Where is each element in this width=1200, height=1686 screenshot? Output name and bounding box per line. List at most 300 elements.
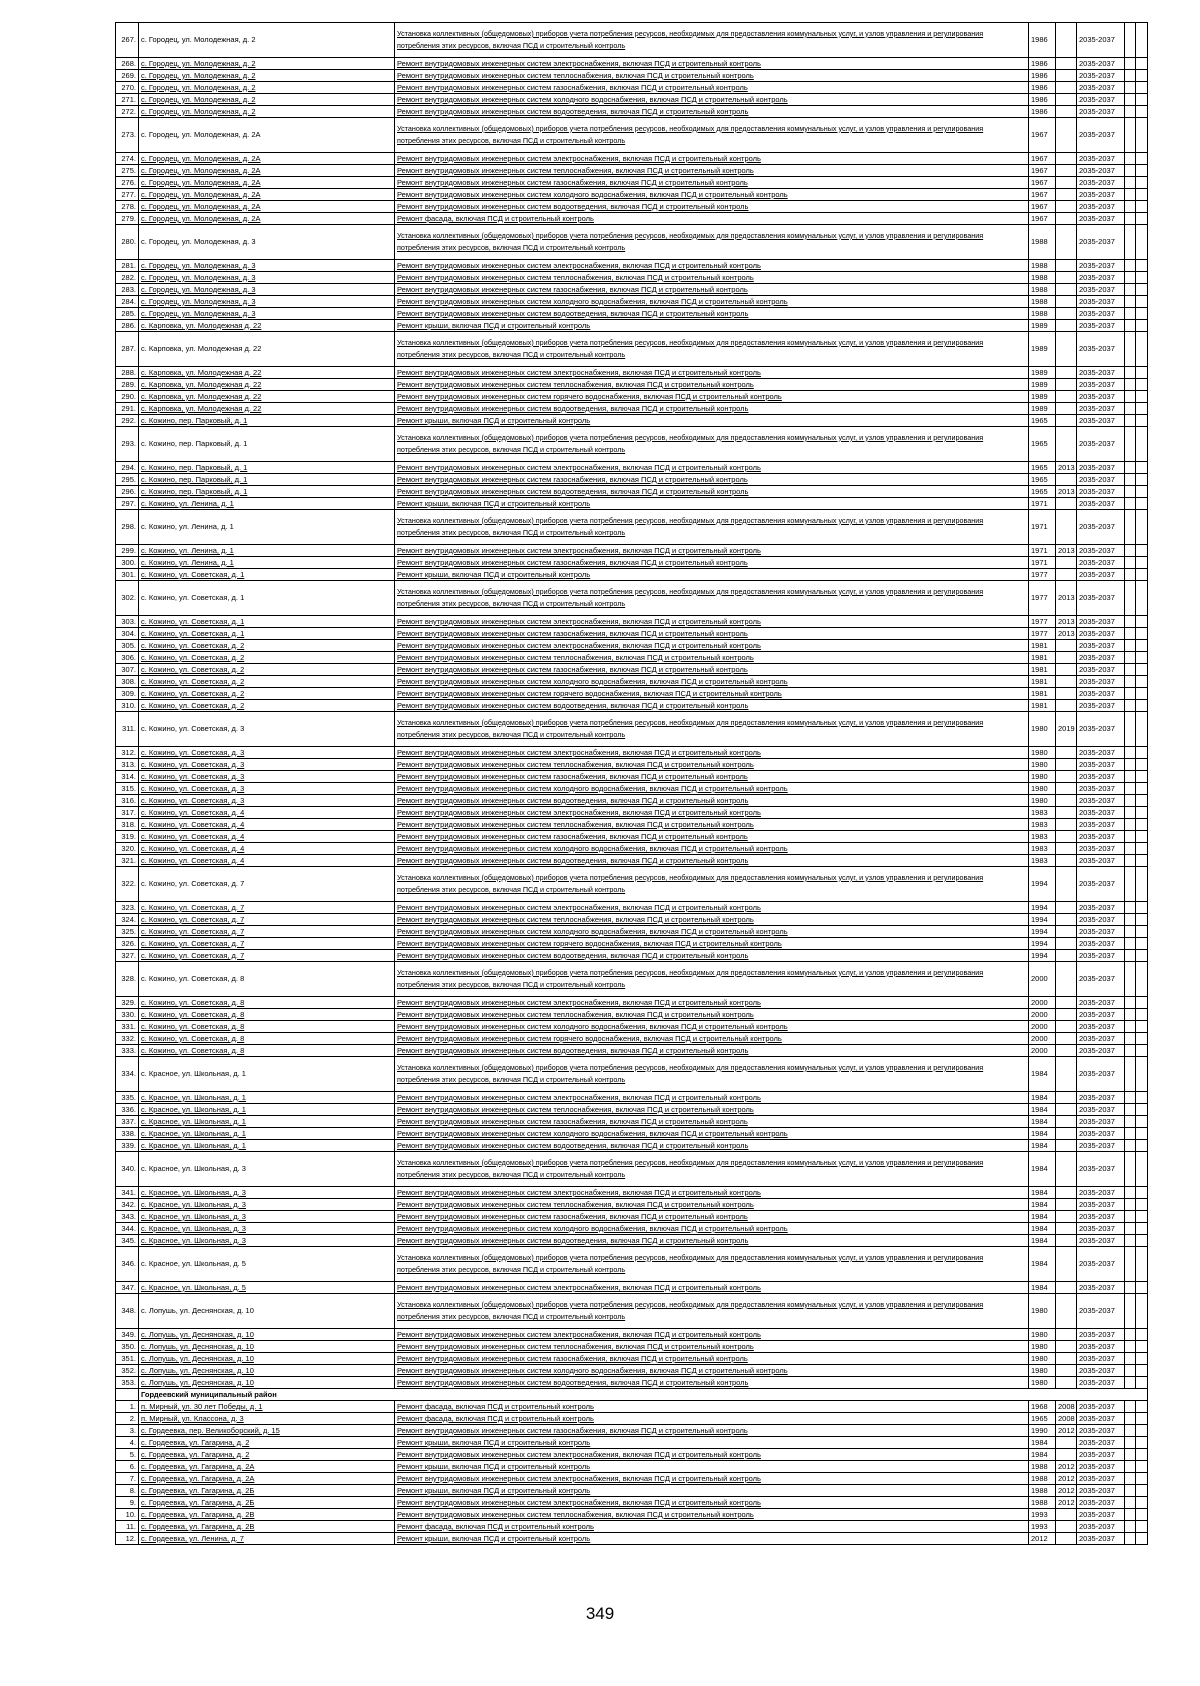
capital-repair-schedule-table — [115, 22, 1148, 1545]
extra-cell-2 — [1136, 153, 1148, 165]
extra-cell-1 — [1125, 1437, 1136, 1449]
work-type-cell: Ремонт внутридомовых инженерных систем водоотведения, включая ПСД и строительный контроль — [395, 1377, 1029, 1389]
work-type-cell: Ремонт внутридомовых инженерных систем холодного водоснабжения, включая ПСД и строительный контроль — [395, 676, 1029, 688]
planned-period-cell: 2035-2037 — [1077, 94, 1125, 106]
work-type-cell: Ремонт внутридомовых инженерных систем теплоснабжения, включая ПСД и строительный контроль — [395, 1009, 1029, 1021]
extra-cell-1 — [1125, 1128, 1136, 1140]
extra-cell-1 — [1125, 1092, 1136, 1104]
address-cell: с. Красное, ул. Школьная, д. 3 — [139, 1187, 395, 1199]
extra-cell-2 — [1136, 1437, 1148, 1449]
build-year-cell: 1980 — [1029, 759, 1056, 771]
extra-cell-2 — [1136, 783, 1148, 795]
extra-cell-1 — [1125, 807, 1136, 819]
row-number: 315. — [116, 783, 139, 795]
table-row — [116, 486, 1148, 498]
extra-cell-2 — [1136, 1509, 1148, 1521]
extra-cell-1 — [1125, 1247, 1136, 1282]
work-type-cell: Установка коллективных (общедомовых) приборов учета потребления ресурсов, необходимых для предоставления коммунальных услуг, и узлов управления и регулирования потребления этих ресурсов, включая ПСД и строительный контроль — [395, 712, 1029, 747]
table-row — [116, 23, 1148, 58]
extra-cell-1 — [1125, 962, 1136, 997]
extra-cell-2 — [1136, 403, 1148, 415]
row-number: 283. — [116, 284, 139, 296]
build-year-cell: 1965 — [1029, 1413, 1056, 1425]
build-year-cell: 1994 — [1029, 914, 1056, 926]
last-repair-year-cell — [1056, 1187, 1077, 1199]
row-number: 274. — [116, 153, 139, 165]
address-cell: с. Кожино, пер. Парковый, д. 1 — [139, 474, 395, 486]
extra-cell-1 — [1125, 118, 1136, 153]
extra-cell-1 — [1125, 640, 1136, 652]
row-number: 318. — [116, 819, 139, 831]
last-repair-year-cell — [1056, 1211, 1077, 1223]
extra-cell-1 — [1125, 1365, 1136, 1377]
row-number: 268. — [116, 58, 139, 70]
table-row — [116, 367, 1148, 379]
build-year-cell: 1984 — [1029, 1104, 1056, 1116]
build-year-cell: 1967 — [1029, 201, 1056, 213]
address-cell: с. Красное, ул. Школьная, д. 5 — [139, 1247, 395, 1282]
address-cell: с. Кожино, ул. Советская, д. 7 — [139, 926, 395, 938]
last-repair-year-cell — [1056, 795, 1077, 807]
work-type-cell: Установка коллективных (общедомовых) приборов учета потребления ресурсов, необходимых для предоставления коммунальных услуг, и узлов управления и регулирования потребления этих ресурсов, включая ПСД и строительный контроль — [395, 581, 1029, 616]
table-row — [116, 664, 1148, 676]
row-number: 328. — [116, 962, 139, 997]
planned-period-cell: 2035-2037 — [1077, 855, 1125, 867]
table-row — [116, 807, 1148, 819]
work-type-cell: Ремонт внутридомовых инженерных систем водоотведения, включая ПСД и строительный контроль — [395, 403, 1029, 415]
row-number: 299. — [116, 545, 139, 557]
extra-cell-1 — [1125, 914, 1136, 926]
table-row — [116, 545, 1148, 557]
address-cell: с. Кожино, ул. Ленина, д. 1 — [139, 498, 395, 510]
last-repair-year-cell — [1056, 950, 1077, 962]
table-row — [116, 189, 1148, 201]
planned-period-cell: 2035-2037 — [1077, 498, 1125, 510]
work-type-cell: Ремонт внутридомовых инженерных систем горячего водоснабжения, включая ПСД и строительный контроль — [395, 391, 1029, 403]
last-repair-year-cell — [1056, 867, 1077, 902]
table-row — [116, 1045, 1148, 1057]
extra-cell-2 — [1136, 106, 1148, 118]
extra-cell-1 — [1125, 712, 1136, 747]
row-number: 332. — [116, 1033, 139, 1045]
build-year-cell: 1971 — [1029, 545, 1056, 557]
last-repair-year-cell — [1056, 1104, 1077, 1116]
planned-period-cell: 2035-2037 — [1077, 1329, 1125, 1341]
row-number: 324. — [116, 914, 139, 926]
build-year-cell: 2000 — [1029, 1033, 1056, 1045]
table-row — [116, 1449, 1148, 1461]
table-row — [116, 82, 1148, 94]
extra-cell-2 — [1136, 165, 1148, 177]
address-cell: с. Городец, ул. Молодежная, д. 2А — [139, 201, 395, 213]
table-row — [116, 1128, 1148, 1140]
page-number: 349 — [585, 1604, 615, 1623]
last-repair-year-cell: 2013 — [1056, 545, 1077, 557]
work-type-cell: Ремонт крыши, включая ПСД и строительный контроль — [395, 1461, 1029, 1473]
work-type-cell: Ремонт крыши, включая ПСД и строительный контроль — [395, 1533, 1029, 1545]
work-type-cell: Ремонт крыши, включая ПСД и строительный контроль — [395, 415, 1029, 427]
address-cell: с. Лопушь, ул. Деснянская, д. 10 — [139, 1329, 395, 1341]
last-repair-year-cell — [1056, 70, 1077, 82]
extra-cell-2 — [1136, 676, 1148, 688]
build-year-cell: 1971 — [1029, 557, 1056, 569]
build-year-cell: 1983 — [1029, 843, 1056, 855]
table-row — [116, 1413, 1148, 1425]
planned-period-cell: 2035-2037 — [1077, 415, 1125, 427]
build-year-cell: 1980 — [1029, 712, 1056, 747]
work-type-cell: Установка коллективных (общедомовых) приборов учета потребления ресурсов, необходимых для предоставления коммунальных услуг, и узлов управления и регулирования потребления этих ресурсов, включая ПСД и строительный контроль — [395, 225, 1029, 260]
extra-cell-1 — [1125, 1282, 1136, 1294]
row-number: 282. — [116, 272, 139, 284]
work-type-cell: Ремонт внутридомовых инженерных систем электроснабжения, включая ПСД и строительный контроль — [395, 1092, 1029, 1104]
last-repair-year-cell — [1056, 1045, 1077, 1057]
extra-cell-1 — [1125, 795, 1136, 807]
build-year-cell: 1980 — [1029, 783, 1056, 795]
table-row — [116, 747, 1148, 759]
last-repair-year-cell — [1056, 308, 1077, 320]
address-cell: с. Кожино, ул. Советская, д. 3 — [139, 795, 395, 807]
planned-period-cell: 2035-2037 — [1077, 1009, 1125, 1021]
build-year-cell: 1965 — [1029, 415, 1056, 427]
extra-cell-2 — [1136, 1187, 1148, 1199]
build-year-cell: 1984 — [1029, 1211, 1056, 1223]
table-row — [116, 581, 1148, 616]
last-repair-year-cell — [1056, 1128, 1077, 1140]
last-repair-year-cell — [1056, 284, 1077, 296]
planned-period-cell: 2035-2037 — [1077, 118, 1125, 153]
row-number: 9. — [116, 1497, 139, 1509]
address-cell: с. Лопушь, ул. Деснянская, д. 10 — [139, 1365, 395, 1377]
table-row — [116, 1021, 1148, 1033]
table-row — [116, 260, 1148, 272]
planned-period-cell: 2035-2037 — [1077, 1425, 1125, 1437]
extra-cell-1 — [1125, 1485, 1136, 1497]
work-type-cell: Ремонт внутридомовых инженерных систем газоснабжения, включая ПСД и строительный контроль — [395, 1353, 1029, 1365]
work-type-cell: Ремонт внутридомовых инженерных систем газоснабжения, включая ПСД и строительный контроль — [395, 628, 1029, 640]
planned-period-cell: 2035-2037 — [1077, 867, 1125, 902]
row-number: 322. — [116, 867, 139, 902]
planned-period-cell: 2035-2037 — [1077, 165, 1125, 177]
extra-cell-2 — [1136, 415, 1148, 427]
table-row — [116, 177, 1148, 189]
extra-cell-2 — [1136, 1223, 1148, 1235]
row-number: 340. — [116, 1152, 139, 1187]
extra-cell-2 — [1136, 628, 1148, 640]
extra-cell-2 — [1136, 855, 1148, 867]
build-year-cell: 1977 — [1029, 616, 1056, 628]
extra-cell-1 — [1125, 1473, 1136, 1485]
extra-cell-2 — [1136, 177, 1148, 189]
work-type-cell: Ремонт внутридомовых инженерных систем электроснабжения, включая ПСД и строительный контроль — [395, 902, 1029, 914]
last-repair-year-cell — [1056, 1365, 1077, 1377]
row-number: 2. — [116, 1413, 139, 1425]
last-repair-year-cell — [1056, 1329, 1077, 1341]
last-repair-year-cell — [1056, 379, 1077, 391]
planned-period-cell: 2035-2037 — [1077, 700, 1125, 712]
work-type-cell: Ремонт внутридомовых инженерных систем электроснабжения, включая ПСД и строительный контроль — [395, 997, 1029, 1009]
planned-period-cell: 2035-2037 — [1077, 201, 1125, 213]
build-year-cell: 1981 — [1029, 664, 1056, 676]
table-row — [116, 427, 1148, 462]
table-row — [116, 332, 1148, 367]
extra-cell-2 — [1136, 581, 1148, 616]
work-type-cell: Ремонт внутридомовых инженерных систем газоснабжения, включая ПСД и строительный контроль — [395, 474, 1029, 486]
row-number: 307. — [116, 664, 139, 676]
build-year-cell: 1989 — [1029, 379, 1056, 391]
extra-cell-2 — [1136, 118, 1148, 153]
planned-period-cell: 2035-2037 — [1077, 819, 1125, 831]
extra-cell-1 — [1125, 831, 1136, 843]
last-repair-year-cell — [1056, 94, 1077, 106]
extra-cell-2 — [1136, 1365, 1148, 1377]
row-number: 297. — [116, 498, 139, 510]
work-type-cell: Ремонт внутридомовых инженерных систем газоснабжения, включая ПСД и строительный контроль — [395, 771, 1029, 783]
build-year-cell: 1988 — [1029, 296, 1056, 308]
work-type-cell: Ремонт внутридомовых инженерных систем холодного водоснабжения, включая ПСД и строительный контроль — [395, 1365, 1029, 1377]
row-number: 275. — [116, 165, 139, 177]
address-cell: с. Кожино, ул. Советская, д. 1 — [139, 616, 395, 628]
row-number: 308. — [116, 676, 139, 688]
table-row — [116, 272, 1148, 284]
row-number: 346. — [116, 1247, 139, 1282]
extra-cell-1 — [1125, 1187, 1136, 1199]
build-year-cell: 1988 — [1029, 272, 1056, 284]
table-row — [116, 1009, 1148, 1021]
extra-cell-2 — [1136, 1033, 1148, 1045]
extra-cell-2 — [1136, 1104, 1148, 1116]
last-repair-year-cell — [1056, 938, 1077, 950]
row-number: 331. — [116, 1021, 139, 1033]
address-cell: с. Кожино, ул. Советская, д. 8 — [139, 1021, 395, 1033]
planned-period-cell: 2035-2037 — [1077, 82, 1125, 94]
row-number: 327. — [116, 950, 139, 962]
extra-cell-2 — [1136, 1425, 1148, 1437]
table-row — [116, 759, 1148, 771]
planned-period-cell: 2035-2037 — [1077, 616, 1125, 628]
extra-cell-2 — [1136, 569, 1148, 581]
row-number: 1. — [116, 1401, 139, 1413]
planned-period-cell: 2035-2037 — [1077, 1152, 1125, 1187]
last-repair-year-cell — [1056, 118, 1077, 153]
address-cell: с. Кожино, ул. Советская, д. 1 — [139, 628, 395, 640]
extra-cell-2 — [1136, 1021, 1148, 1033]
work-type-cell: Ремонт внутридомовых инженерных систем электроснабжения, включая ПСД и строительный контроль — [395, 1497, 1029, 1509]
district-section — [116, 1389, 1148, 1401]
table-row — [116, 557, 1148, 569]
table-row — [116, 106, 1148, 118]
extra-cell-1 — [1125, 1425, 1136, 1437]
address-cell: с. Городец, ул. Молодежная, д. 2А — [139, 177, 395, 189]
planned-period-cell: 2035-2037 — [1077, 379, 1125, 391]
address-cell: с. Кожино, пер. Парковый, д. 1 — [139, 462, 395, 474]
work-type-cell: Ремонт внутридомовых инженерных систем теплоснабжения, включая ПСД и строительный контроль — [395, 165, 1029, 177]
extra-cell-1 — [1125, 688, 1136, 700]
extra-cell-1 — [1125, 1353, 1136, 1365]
last-repair-year-cell: 2012 — [1056, 1485, 1077, 1497]
last-repair-year-cell: 2012 — [1056, 1497, 1077, 1509]
planned-period-cell: 2035-2037 — [1077, 831, 1125, 843]
extra-cell-1 — [1125, 213, 1136, 225]
extra-cell-2 — [1136, 1092, 1148, 1104]
work-type-cell: Ремонт внутридомовых инженерных систем теплоснабжения, включая ПСД и строительный контроль — [395, 1341, 1029, 1353]
row-number: 353. — [116, 1377, 139, 1389]
planned-period-cell: 2035-2037 — [1077, 1045, 1125, 1057]
work-type-cell: Ремонт внутридомовых инженерных систем теплоснабжения, включая ПСД и строительный контроль — [395, 70, 1029, 82]
build-year-cell: 1986 — [1029, 58, 1056, 70]
extra-cell-1 — [1125, 759, 1136, 771]
extra-cell-1 — [1125, 1021, 1136, 1033]
extra-cell-2 — [1136, 831, 1148, 843]
last-repair-year-cell — [1056, 1235, 1077, 1247]
planned-period-cell: 2035-2037 — [1077, 1104, 1125, 1116]
build-year-cell: 1994 — [1029, 926, 1056, 938]
work-type-cell: Установка коллективных (общедомовых) приборов учета потребления ресурсов, необходимых для предоставления коммунальных услуг, и узлов управления и регулирования потребления этих ресурсов, включая ПСД и строительный контроль — [395, 23, 1029, 58]
last-repair-year-cell — [1056, 296, 1077, 308]
build-year-cell: 1984 — [1029, 1187, 1056, 1199]
extra-cell-2 — [1136, 474, 1148, 486]
address-cell: с. Городец, ул. Молодежная, д. 2 — [139, 106, 395, 118]
build-year-cell: 1984 — [1029, 1152, 1056, 1187]
extra-cell-2 — [1136, 867, 1148, 902]
extra-cell-1 — [1125, 332, 1136, 367]
work-type-cell: Ремонт внутридомовых инженерных систем электроснабжения, включая ПСД и строительный контроль — [395, 260, 1029, 272]
build-year-cell: 1989 — [1029, 391, 1056, 403]
planned-period-cell: 2035-2037 — [1077, 640, 1125, 652]
table-row — [116, 1152, 1148, 1187]
address-cell: с. Городец, ул. Молодежная, д. 3 — [139, 308, 395, 320]
address-cell: с. Лопушь, ул. Деснянская, д. 10 — [139, 1294, 395, 1329]
extra-cell-2 — [1136, 807, 1148, 819]
build-year-cell: 1993 — [1029, 1521, 1056, 1533]
table-row — [116, 616, 1148, 628]
planned-period-cell: 2035-2037 — [1077, 332, 1125, 367]
work-type-cell: Ремонт внутридомовых инженерных систем холодного водоснабжения, включая ПСД и строительный контроль — [395, 296, 1029, 308]
work-type-cell: Ремонт внутридомовых инженерных систем газоснабжения, включая ПСД и строительный контроль — [395, 1425, 1029, 1437]
address-cell: с. Карповка, ул. Молодежная д. 22 — [139, 320, 395, 332]
extra-cell-2 — [1136, 545, 1148, 557]
address-cell: с. Кожино, ул. Ленина, д. 1 — [139, 510, 395, 545]
table-row — [116, 938, 1148, 950]
row-number: 285. — [116, 308, 139, 320]
last-repair-year-cell: 2008 — [1056, 1413, 1077, 1425]
address-cell: с. Кожино, ул. Советская, д. 4 — [139, 855, 395, 867]
address-cell: с. Красное, ул. Школьная, д. 1 — [139, 1057, 395, 1092]
build-year-cell: 1989 — [1029, 367, 1056, 379]
work-type-cell: Ремонт внутридомовых инженерных систем газоснабжения, включая ПСД и строительный контроль — [395, 1211, 1029, 1223]
planned-period-cell: 2035-2037 — [1077, 225, 1125, 260]
work-type-cell: Ремонт внутридомовых инженерных систем водоотведения, включая ПСД и строительный контроль — [395, 700, 1029, 712]
address-cell: с. Карповка, ул. Молодежная д. 22 — [139, 367, 395, 379]
address-cell: п. Мирный, ул. 30 лет Победы, д. 1 — [139, 1401, 395, 1413]
extra-cell-2 — [1136, 1152, 1148, 1187]
extra-cell-1 — [1125, 926, 1136, 938]
work-type-cell: Ремонт внутридомовых инженерных систем холодного водоснабжения, включая ПСД и строительный контроль — [395, 1021, 1029, 1033]
extra-cell-1 — [1125, 783, 1136, 795]
extra-cell-2 — [1136, 759, 1148, 771]
address-cell: с. Гордеевка, ул. Гагарина, д. 2А — [139, 1461, 395, 1473]
address-cell: с. Кожино, ул. Советская, д. 3 — [139, 747, 395, 759]
table-row — [116, 867, 1148, 902]
row-number: 323. — [116, 902, 139, 914]
build-year-cell: 1980 — [1029, 1365, 1056, 1377]
row-number: 301. — [116, 569, 139, 581]
work-type-cell: Ремонт внутридомовых инженерных систем электроснабжения, включая ПСД и строительный контроль — [395, 747, 1029, 759]
planned-period-cell: 2035-2037 — [1077, 462, 1125, 474]
table-row — [116, 855, 1148, 867]
build-year-cell: 1980 — [1029, 1329, 1056, 1341]
work-type-cell: Ремонт крыши, включая ПСД и строительный контроль — [395, 1485, 1029, 1497]
table-body-part-1 — [116, 23, 1148, 712]
build-year-cell: 1986 — [1029, 70, 1056, 82]
planned-period-cell: 2035-2037 — [1077, 1533, 1125, 1545]
table-row — [116, 1294, 1148, 1329]
planned-period-cell: 2035-2037 — [1077, 403, 1125, 415]
planned-period-cell: 2035-2037 — [1077, 902, 1125, 914]
last-repair-year-cell: 2019 — [1056, 712, 1077, 747]
last-repair-year-cell — [1056, 225, 1077, 260]
row-number: 11. — [116, 1521, 139, 1533]
extra-cell-1 — [1125, 867, 1136, 902]
build-year-cell: 1988 — [1029, 225, 1056, 260]
build-year-cell: 1965 — [1029, 427, 1056, 462]
address-cell: с. Городец, ул. Молодежная, д. 3 — [139, 260, 395, 272]
extra-cell-2 — [1136, 1116, 1148, 1128]
work-type-cell: Ремонт внутридомовых инженерных систем водоотведения, включая ПСД и строительный контроль — [395, 855, 1029, 867]
address-cell: с. Кожино, ул. Советская, д. 7 — [139, 902, 395, 914]
extra-cell-1 — [1125, 201, 1136, 213]
row-number: 300. — [116, 557, 139, 569]
extra-cell-2 — [1136, 902, 1148, 914]
table-row — [116, 1223, 1148, 1235]
extra-cell-1 — [1125, 1057, 1136, 1092]
planned-period-cell: 2035-2037 — [1077, 843, 1125, 855]
row-number: 334. — [116, 1057, 139, 1092]
extra-cell-2 — [1136, 938, 1148, 950]
address-cell: с. Городец, ул. Молодежная, д. 2 — [139, 23, 395, 58]
extra-cell-1 — [1125, 902, 1136, 914]
extra-cell-1 — [1125, 1140, 1136, 1152]
extra-cell-1 — [1125, 403, 1136, 415]
row-number: 6. — [116, 1461, 139, 1473]
last-repair-year-cell — [1056, 747, 1077, 759]
work-type-cell: Установка коллективных (общедомовых) приборов учета потребления ресурсов, необходимых для предоставления коммунальных услуг, и узлов управления и регулирования потребления этих ресурсов, включая ПСД и строительный контроль — [395, 332, 1029, 367]
build-year-cell: 1986 — [1029, 23, 1056, 58]
build-year-cell: 1967 — [1029, 153, 1056, 165]
address-cell: с. Городец, ул. Молодежная, д. 2А — [139, 153, 395, 165]
row-number: 348. — [116, 1294, 139, 1329]
last-repair-year-cell — [1056, 427, 1077, 462]
build-year-cell: 1988 — [1029, 1497, 1056, 1509]
address-cell: с. Городец, ул. Молодежная, д. 2 — [139, 70, 395, 82]
table-row — [116, 1461, 1148, 1473]
table-row — [116, 831, 1148, 843]
work-type-cell: Ремонт фасада, включая ПСД и строительный контроль — [395, 1413, 1029, 1425]
table-row — [116, 926, 1148, 938]
build-year-cell: 1980 — [1029, 795, 1056, 807]
build-year-cell: 1994 — [1029, 938, 1056, 950]
address-cell: с. Красное, ул. Школьная, д. 5 — [139, 1282, 395, 1294]
row-number: 319. — [116, 831, 139, 843]
extra-cell-1 — [1125, 308, 1136, 320]
planned-period-cell: 2035-2037 — [1077, 106, 1125, 118]
extra-cell-1 — [1125, 1533, 1136, 1545]
build-year-cell: 1971 — [1029, 498, 1056, 510]
last-repair-year-cell — [1056, 260, 1077, 272]
table-row — [116, 1425, 1148, 1437]
extra-cell-2 — [1136, 1341, 1148, 1353]
address-cell: с. Кожино, ул. Советская, д. 4 — [139, 807, 395, 819]
row-number: 345. — [116, 1235, 139, 1247]
